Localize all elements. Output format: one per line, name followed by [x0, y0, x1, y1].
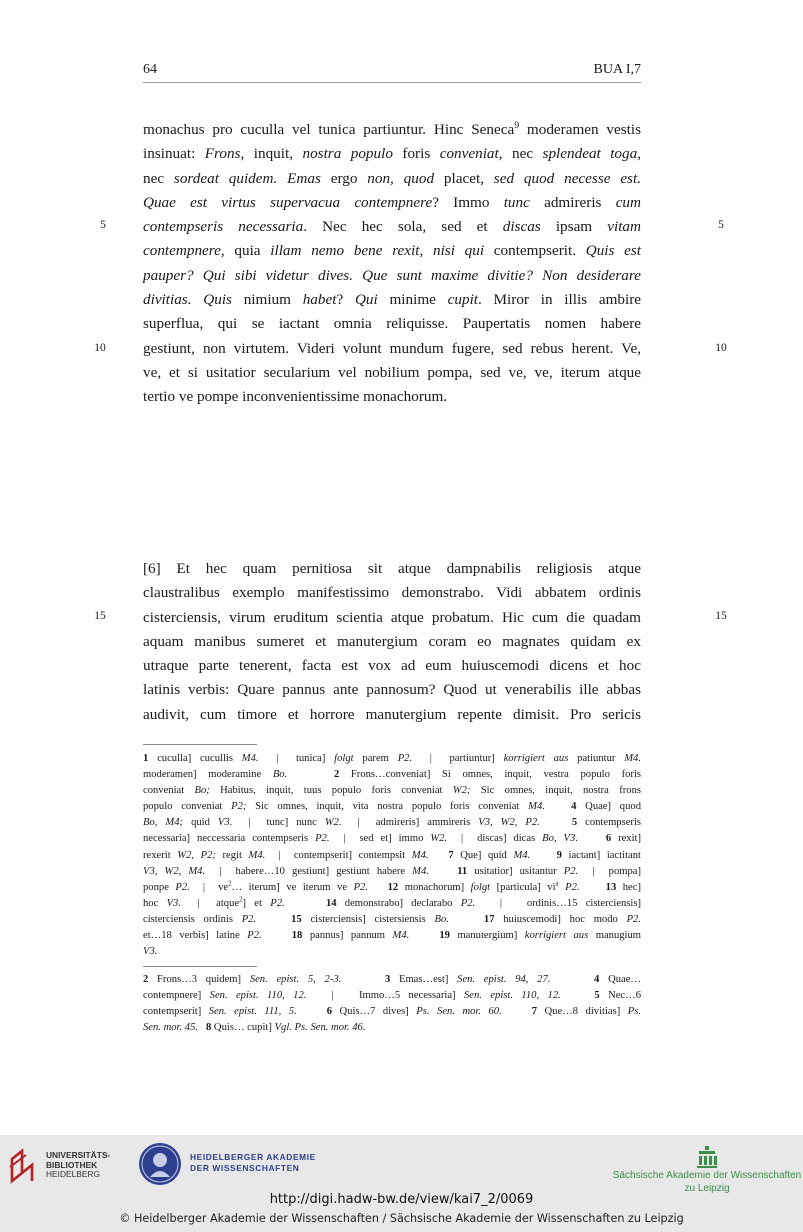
text-line: pauper? Qui sibi videtur dives. Que sunt maxime divitie? Non desiderare — [143, 266, 641, 284]
apparatus-line: cisterciensis ordinis P2. 15 cisterciensis] cistersiensis Bo. 17 huiuscemodi] hoc modo P2. — [143, 913, 641, 925]
line-number-right-10: 10 — [715, 342, 727, 354]
text-line: tertio ve pompe inconvenientissime monachorum. — [143, 388, 448, 406]
text-line: latinis verbis: Quare pannus ante pannosum? Quod ut venerabilis ille abbas — [143, 681, 641, 699]
apparatus-line: Bo, M4; quid V3. | tunc] nunc W2. | admireris] ammireris V3, W2, P2. 5 contempseris — [143, 817, 641, 829]
line-number-left-15: 15 — [94, 610, 106, 622]
source-line: Sen. mor. 45. 8 Quis… cupit] Vgl. Ps. Sen. mor. 46. — [143, 1022, 366, 1034]
apparatus-line: conveniat Bo; Habitus, inquit, tuus populo foris conveniat W2; Sic omnes, inquit, nostra frons — [143, 785, 641, 797]
page-header — [143, 60, 641, 83]
text-line: contempseris necessaria. Nec hec sola, sed et discas ipsam vitam — [143, 218, 641, 236]
copyright-notice: © Heidelberger Akademie der Wissenschaften / Sächsische Akademie der Wissenschaften zu Leipzig — [119, 1212, 684, 1225]
text-line: gestiunt, non virtutem. Videri volunt mundum fugere, sed rebus herent. Ve, — [143, 339, 641, 357]
sources-rule — [143, 966, 257, 967]
ub-heidelberg-logo-icon[interactable] — [8, 1147, 46, 1185]
text-line: divitias. Quis nimium habet? Qui minime cupit. Miror in illis ambire — [143, 291, 641, 309]
main-text-paragraph-2 — [143, 557, 641, 727]
apparatus-line: ponpe P2. | $ve^2\dots$ iterum] ve iterum ve P2. 12 monachorum] folgt [particula] $vi^a$ P2. 13 hec] — [143, 880, 641, 893]
source-line: 2 Frons…3 quidem] Sen. epist. 5, 2-3. 3 Emas…est] Sen. epist. 94, 27. 4 Quae… — [143, 974, 641, 985]
text-line: monachus pro cuculla vel tunica partiuntur. Hinc Seneca$^9$ moderamen vestis — [143, 119, 641, 138]
source-line: contempnere] Sen. epist. 110, 12. | Immo…5 necessaria] Sen. epist. 110, 12. 5 Nec…6 — [143, 990, 641, 1002]
text-line: ve, et si usitatior secularium vel nobilium pompa, sed ve, ve, iterum atque — [143, 363, 641, 381]
saxon-academy-logo-icon[interactable] — [696, 1145, 718, 1169]
saxon-academy-name[interactable]: Sächsische Akademie der Wissenschaften zu Leipzig — [612, 1170, 802, 1194]
text-line: superflua, qui se iactant omnia reliquisse. Paupertatis nomen habere — [143, 315, 641, 333]
line-number-left-5: 5 — [100, 219, 106, 231]
hadw-name[interactable]: HEIDELBERGER AKADEMIE DER WISSENSCHAFTEN — [190, 1152, 316, 1173]
apparatus-line: 1 cuculla] cucullis M4. | tunica] folgt parem P2. | partiuntur] korrigiert aus patiuntur M4. — [143, 753, 641, 764]
page-number: 64 — [143, 62, 157, 77]
text-line: claustralibus exemplo manifestissimo demonstrabo. Vidi abbatem ordinis — [143, 584, 641, 602]
line-number-right-5: 5 — [718, 219, 724, 231]
source-line: contempserit] Sen. epist. 111, 5. 6 Quis…7 dives] Ps. Sen. mor. 60. 7 Que…8 divitias] Ps. — [143, 1006, 641, 1018]
text-line: nec sordeat quidem. Emas ergo non, quod placet, sed quod necesse est. — [143, 169, 641, 187]
apparatus-line: V3. — [143, 946, 158, 958]
critical-apparatus — [143, 751, 641, 960]
apparatus-line: moderamen] moderamine Bo. 2 Frons…conveniat] Si omnes, inquit, vestra populo foris — [143, 769, 641, 781]
text-line: [6] Et hec quam pernitiosa sit atque dampnabilis religiosis atque — [143, 560, 641, 577]
text-line: audivit, cum timore et horrore manutergium repente dimisit. Pro sericis — [143, 705, 641, 723]
apparatus-line: necessaria] neccessaria contempseris P2. | sed et] immo W2. | discas] dicas Bo, V3. 6 rexit] — [143, 833, 641, 845]
text-line: contempnere, quia illam nemo bene rexit, nisi qui contempserit. Quis est — [143, 242, 642, 260]
apparatus-line: populo conveniat P2; Sic omnes, inquit, vita nostra populo foris conveniat M4. 4 Quae] quod — [143, 801, 641, 813]
apparatus-line: rexerit W2, P2; regit M4. | contempserit] contempsit M4. 7 Que] quid M4. 9 iactant] iactitant — [143, 849, 641, 861]
line-number-right-15: 15 — [715, 610, 727, 622]
apparatus-line: hoc V3. | atque$^2$] et P2. 14 demonstrabo] declarabo P2. | ordinis…15 cisterciensis] — [143, 896, 641, 909]
apparatus-line: et…18 verbis] latine P2. 18 pannus] pannum M4. 19 manutergium] korrigiert aus manugium — [143, 930, 641, 942]
apparatus-line: V3, W2, M4. | habere…10 gestiunt] gestiunt habere M4. 11 usitatior] usitantur P2. | pompa] — [143, 865, 641, 877]
text-line: utraque parte tenerent, facta est vox ad eum huiuscemodi dicens et hoc — [143, 657, 641, 675]
ub-heidelberg-name[interactable]: UNIVERSITÄTS- BIBLIOTHEK HEIDELBERG — [46, 1150, 111, 1180]
main-text-paragraph-1 — [143, 118, 641, 410]
running-title: BUA I,7 — [593, 62, 641, 77]
line-number-left-10: 10 — [94, 342, 106, 354]
text-line: aquam manibus sumeret et manutergium coram eo magnates quidam ex — [143, 632, 641, 650]
apparatus-rule — [143, 744, 257, 745]
page-footer — [0, 1135, 803, 1232]
text-line: insinuat: Frons, inquit, nostra populo foris conveniat, nec splendeat toga, — [143, 145, 642, 163]
source-apparatus — [143, 972, 641, 1036]
source-url[interactable]: http://digi.hadw-bw.de/view/kai7_2/0069 — [269, 1192, 534, 1207]
hadw-seal-logo-icon[interactable] — [139, 1143, 181, 1185]
text-line: Quae est virtus supervacua contempnere? Immo tunc admireris cum — [143, 193, 641, 211]
text-line: cisterciensis, virum eruditum scientia atque probatum. Hic cum die quadam — [143, 608, 641, 626]
